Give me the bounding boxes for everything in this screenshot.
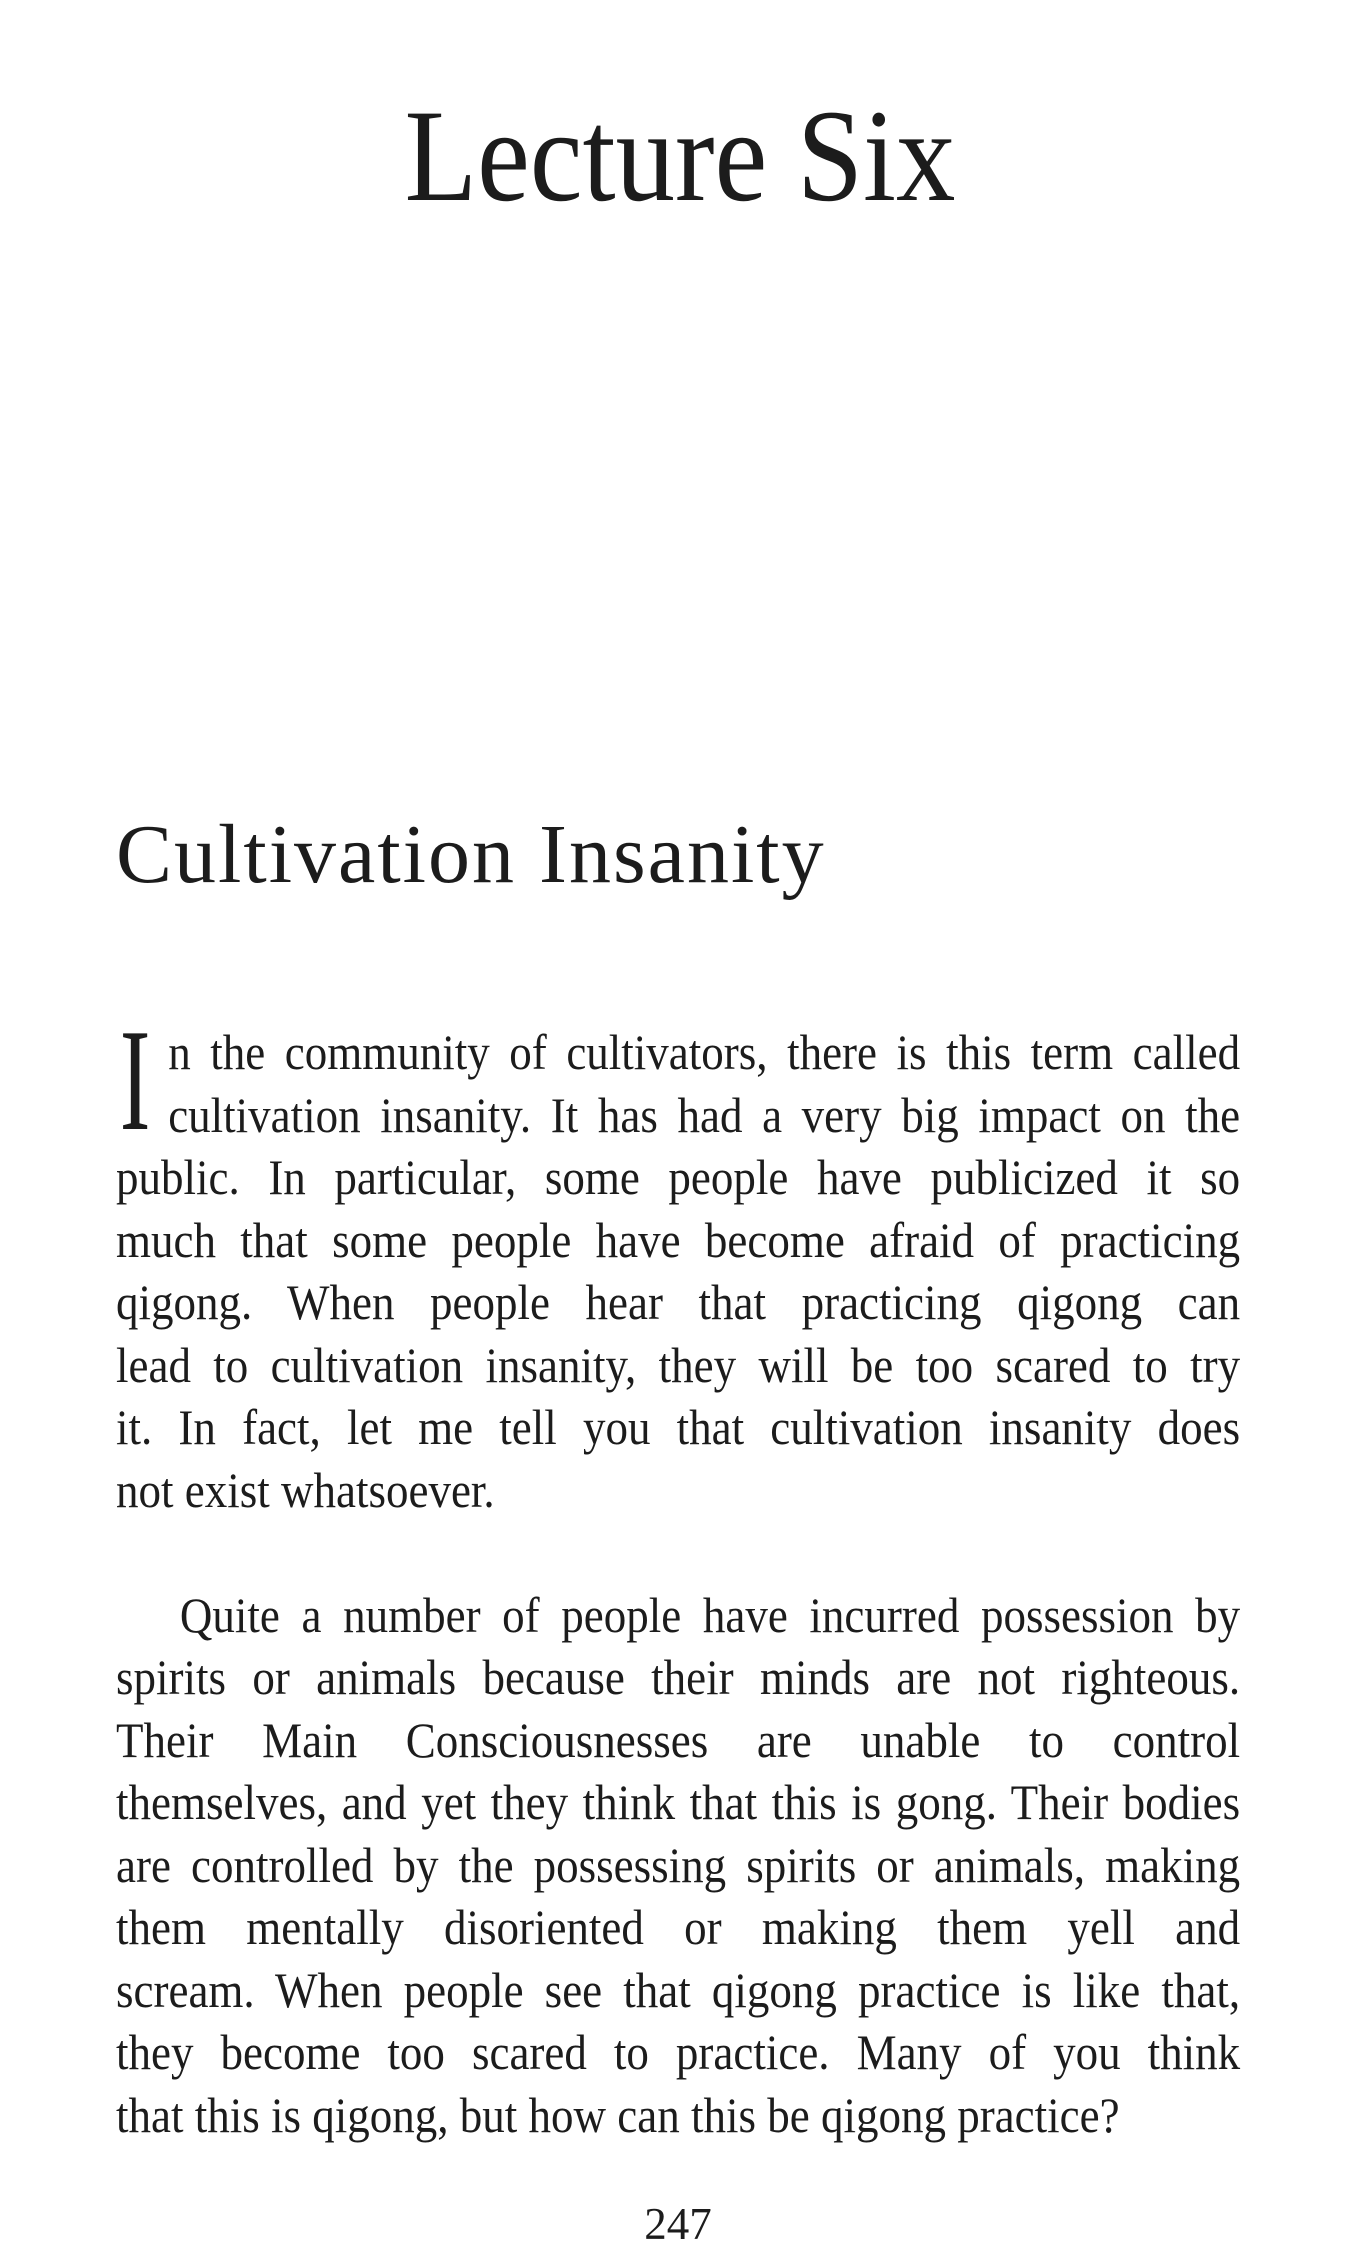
drop-cap: I	[119, 999, 151, 1161]
text-line: qigong. When people hear that practicing qigong can	[116, 1274, 1241, 1330]
text-line: Quite a number of people have incurred possession by	[179, 1586, 1241, 1643]
body-text-inner	[116, 999, 1241, 2146]
page-number: 247	[644, 2199, 712, 2247]
text-line: are controlled by the possessing spirits or animals, making	[116, 1836, 1241, 1893]
text-line: it. In fact, let me tell you that cultivation insanity does	[116, 1399, 1241, 1455]
text-line: lead to cultivation insanity, they will be too scared to try	[116, 1336, 1241, 1393]
text-line: public. In particular, some people have publicized it so	[116, 1149, 1241, 1205]
paragraph-2	[116, 1584, 1240, 2147]
text-line: they become too scared to practice. Many of you think	[116, 2024, 1241, 2080]
text-line: themselves, and yet they think that this is gong. Their bodies	[116, 1774, 1241, 1830]
text-line: cultivation insanity. It has had a very big impact on the	[168, 1086, 1241, 1143]
text-line: Their Main Consciousnesses are unable to control	[116, 1711, 1241, 1768]
text-line: not exist whatsoever.	[116, 1461, 495, 1518]
text-line: that this is qigong, but how can this be qigong practice?	[116, 2086, 1120, 2143]
chapter-title: Lecture Six	[404, 82, 956, 229]
text-line: them mentally disoriented or making them yell and	[116, 1899, 1241, 1955]
text-line: much that some people have become afraid of practicing	[116, 1211, 1241, 1268]
text-line: scream. When people see that qigong practice is like that,	[116, 1961, 1241, 2018]
paragraph-1	[116, 999, 1241, 1521]
body-text-block	[116, 999, 1241, 2146]
text-line: n the community of cultivators, there is this term called	[168, 1024, 1241, 1080]
section-heading: Cultivation Insanity	[116, 808, 826, 901]
text-line: spirits or animals because their minds are not righteous.	[116, 1649, 1241, 1705]
